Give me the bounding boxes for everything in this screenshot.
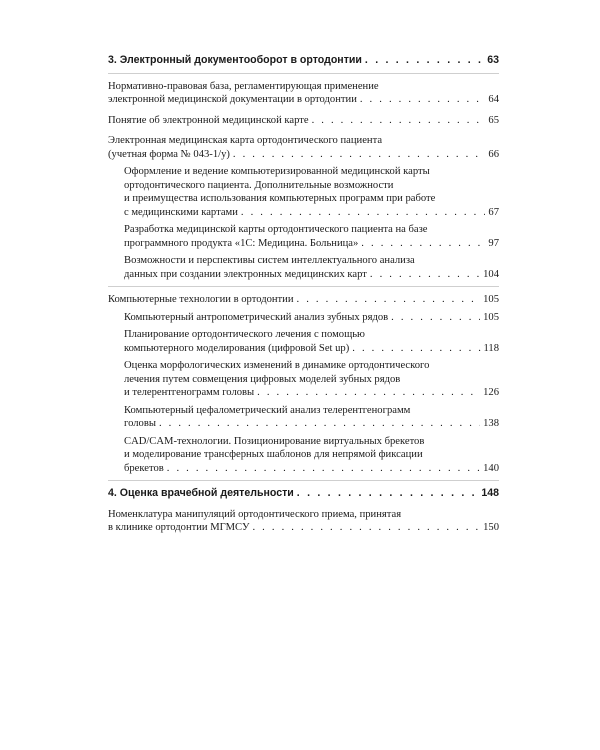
toc-entry-title: компьютерного моделирования (цифровой Set up) [124,342,350,354]
toc-entry-line: Оценка морфологических изменений в динамике ортодонтического [124,360,430,371]
page-number: 97 [488,237,499,249]
toc-entry[interactable] [108,508,499,535]
toc-entry-title: 3. Электронный документооборот в ортодонтии [108,54,362,66]
dot-leader [391,311,480,325]
toc-entry-title: Понятие об электронной медицинской карте [108,114,309,126]
page-number: 140 [483,462,499,474]
toc-entry-line: Нормативно-правовая база, регламентирующая применение [108,80,379,92]
dot-leader [361,237,485,251]
dot-leader [297,487,479,501]
toc-entry-line: Электронная медицинская карта ортодонтического пациента [108,135,383,146]
dot-leader [297,293,481,307]
dot-leader [252,521,480,535]
toc-entry[interactable] [108,223,499,250]
toc-entry-line: и моделирование трансферных шаблонов для непрямой фиксации [124,449,423,460]
toc-entry-title: с медицинскими картами [124,206,238,218]
toc-entry[interactable] [108,435,499,476]
dot-leader [233,148,486,162]
page-number: 118 [483,342,499,354]
toc-entry-line: и преимущества использования компьютерных программ при работе [124,193,436,204]
toc-entry-line: Компьютерный цефалометрический анализ телерентгенограмм [124,404,411,416]
toc-entry[interactable] [108,54,499,68]
page-number: 148 [481,487,499,499]
toc-entry-line: лечения путем совмещения цифровых моделей зубных рядов [124,373,401,385]
toc-entry-line: ортодонтического пациента. Дополнительные возможности [124,179,394,191]
toc-entry[interactable] [108,404,499,431]
toc-entry-line: Разработка медицинской карты ортодонтического пациента на базе [124,224,428,235]
page-number: 105 [483,294,499,305]
toc-entry-title: электронной медицинской документации в ортодонтии [108,94,357,105]
toc-entry-title: брекетов [124,462,164,474]
dot-leader [360,93,486,107]
dot-leader [241,206,486,220]
dot-leader [312,114,486,128]
dot-leader [167,462,480,476]
toc-entry-title: (учетная форма № 043-1/у) [108,148,230,160]
dot-leader [370,268,480,282]
toc-entry-title: и телерентгенограмм головы [124,387,255,398]
toc-entry[interactable] [108,114,499,128]
toc-entry-title: 4. Оценка врачебной деятельности [108,487,294,499]
page-number: 66 [488,148,499,160]
dot-leader [159,417,480,431]
dot-leader [257,386,480,400]
toc-entry[interactable] [108,165,499,219]
toc-entry[interactable] [108,328,499,355]
toc-entry-title: данных при создании электронных медицинских карт [124,268,367,280]
toc-entry-title: головы [124,418,156,429]
toc-entry-title: в клинике ортодонтии МГМСУ [108,522,250,533]
toc-entry[interactable] [108,359,499,400]
toc-entry[interactable] [108,311,499,325]
toc-entry-line: Планирование ортодонтического лечения с помощью [124,329,365,340]
dot-leader [352,342,480,356]
toc-entry[interactable] [108,293,499,307]
toc-entry-line: Оформление и ведение компьютеризированной медицинской карты [124,166,430,177]
page-number: 105 [483,311,499,323]
toc-entry[interactable] [108,487,499,501]
toc-entry[interactable] [108,80,499,107]
toc-entry[interactable] [108,134,499,161]
page-number: 138 [483,418,499,429]
toc-entry[interactable] [108,254,499,281]
dot-leader [365,54,484,68]
page-number: 65 [488,114,499,126]
toc-entry-title: Компьютерные технологии в ортодонтии [108,294,294,305]
page-number: 104 [483,268,499,280]
table-of-contents [108,54,499,535]
page-number: 150 [483,522,499,533]
toc-entry-line: Возможности и перспективы систем интеллектуального анализа [124,255,415,266]
page-number: 63 [487,54,499,66]
page-number: 126 [483,387,499,398]
page-number: 67 [488,206,499,218]
toc-entry-title: программного продукта «1С: Медицина. Больница» [124,237,359,249]
toc-entry-line: CAD/CAM-технологии. Позиционирование виртуальных брекетов [124,435,425,447]
toc-entry-line: Номенклатура манипуляций ортодонтического приема, принятая [108,508,402,520]
toc-entry-title: Компьютерный антропометрический анализ зубных рядов [124,311,389,323]
page-number: 64 [488,94,499,105]
